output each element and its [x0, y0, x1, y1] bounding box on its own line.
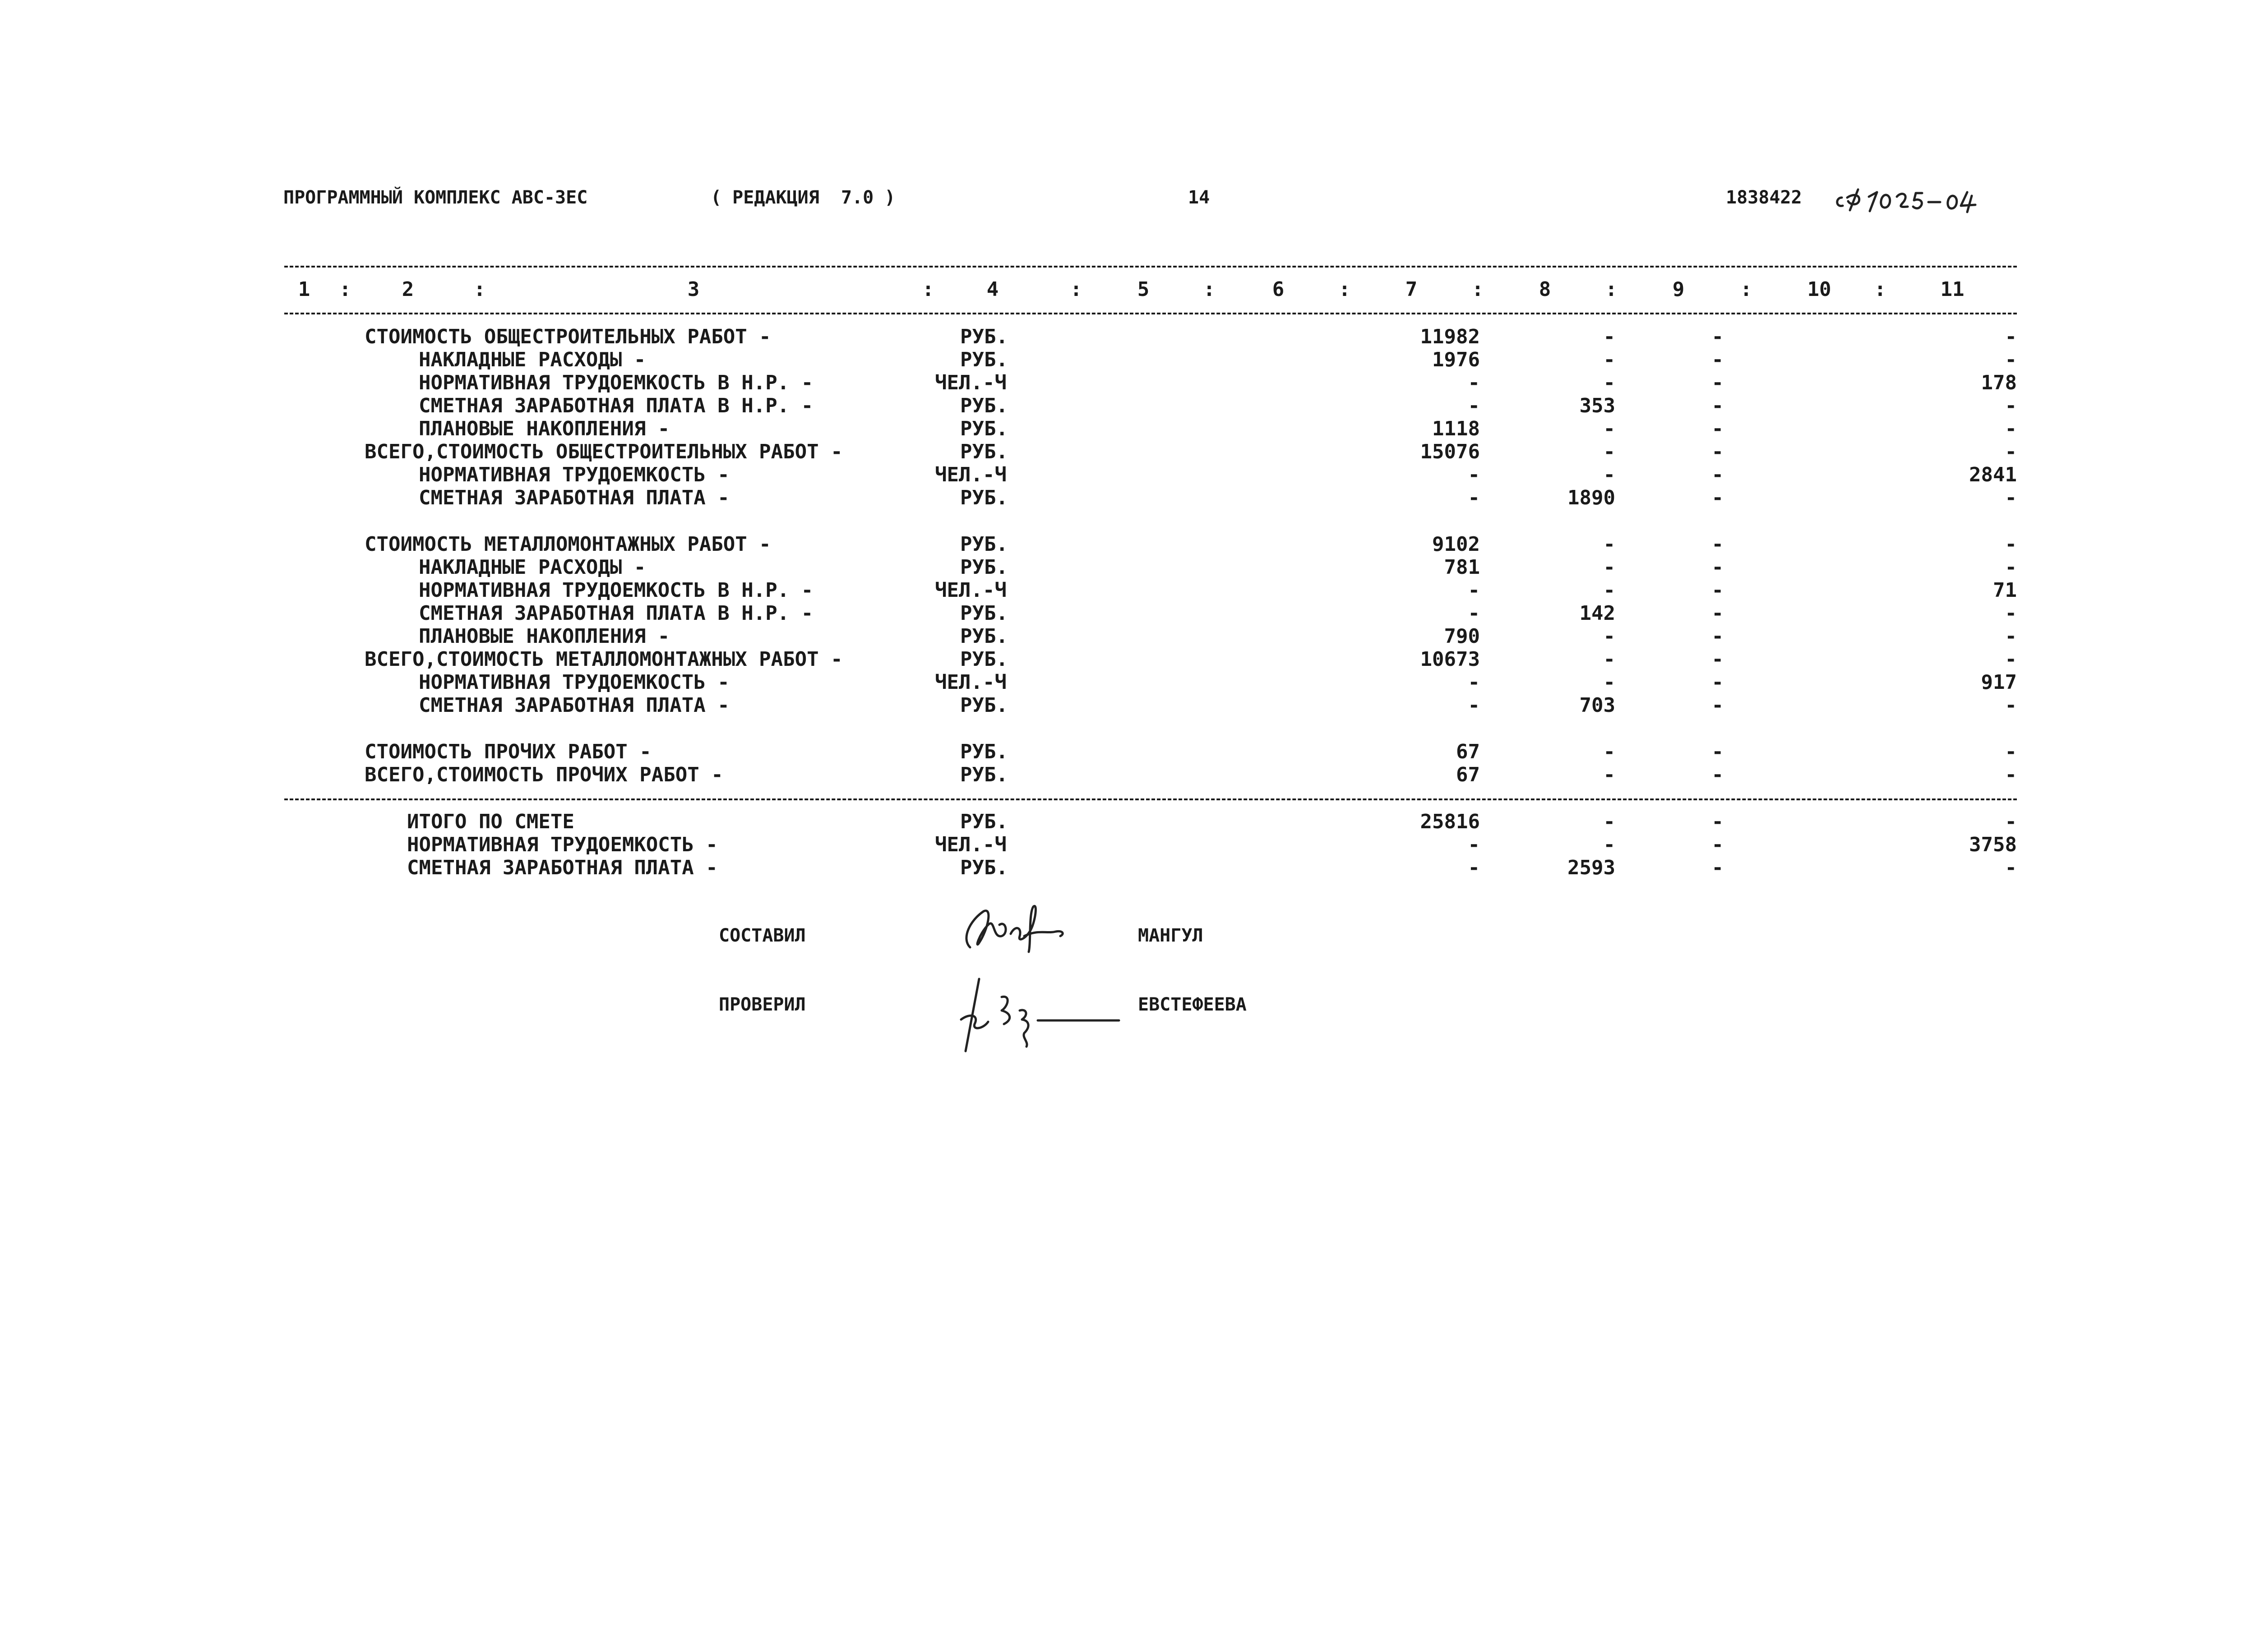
row-col7: 790	[1444, 625, 1480, 648]
row-label: НОРМАТИВНАЯ ТРУДОЕМКОСТЬ В Н.Р. -	[419, 371, 814, 394]
row-label: СТОИМОСТЬ МЕТАЛЛОМОНТАЖНЫХ РАБОТ -	[365, 533, 771, 556]
column-header-10: 10	[1807, 278, 1831, 301]
table-top-rule	[284, 266, 2017, 268]
row-col11: -	[2005, 348, 2017, 371]
signature-checked	[948, 970, 1128, 1056]
checked-name: ЕВСТЕФЕЕВА	[1138, 994, 1247, 1015]
row-col9: -	[1711, 556, 1724, 579]
totals-col8: 2593	[1567, 856, 1615, 879]
row-col7: -	[1468, 671, 1480, 694]
row-unit: РУБ.	[960, 417, 1008, 440]
row-unit: РУБ.	[960, 486, 1008, 509]
totals-col11: -	[2005, 810, 2017, 833]
row-label: ВСЕГО,СТОИМОСТЬ ПРОЧИХ РАБОТ -	[365, 763, 723, 786]
row-col8: -	[1603, 417, 1615, 440]
row-col9: -	[1711, 740, 1724, 763]
column-header-6: 6	[1272, 278, 1285, 301]
totals-col7: -	[1468, 833, 1480, 856]
row-col9: -	[1711, 417, 1724, 440]
row-col9: -	[1711, 671, 1724, 694]
row-label: НОРМАТИВНАЯ ТРУДОЕМКОСТЬ -	[419, 671, 730, 694]
row-col11: -	[2005, 533, 2017, 556]
row-col8: 703	[1579, 694, 1615, 717]
row-unit: РУБ.	[960, 625, 1008, 648]
column-header-7: 7	[1405, 278, 1418, 301]
column-separator: :	[1605, 278, 1618, 301]
totals-col9: -	[1711, 856, 1724, 879]
row-col11: 917	[1981, 671, 2017, 694]
compiled-label: СОСТАВИЛ	[719, 925, 806, 946]
row-col8: 353	[1579, 394, 1615, 417]
column-header-5: 5	[1137, 278, 1150, 301]
row-col8: 142	[1579, 602, 1615, 625]
totals-col7: -	[1468, 856, 1480, 879]
row-col8: -	[1603, 348, 1615, 371]
column-header-9: 9	[1672, 278, 1685, 301]
row-col11: -	[2005, 602, 2017, 625]
row-col11: -	[2005, 440, 2017, 463]
row-col7: 11982	[1420, 325, 1480, 348]
row-unit: ЧЕЛ.-Ч	[935, 371, 1007, 394]
column-header-rule	[284, 313, 2017, 314]
column-separator: :	[1338, 278, 1351, 301]
row-col8: -	[1603, 463, 1615, 486]
row-unit: РУБ.	[960, 394, 1008, 417]
row-label: НОРМАТИВНАЯ ТРУДОЕМКОСТЬ -	[419, 463, 730, 486]
column-header-8: 8	[1539, 278, 1551, 301]
row-col8: -	[1603, 533, 1615, 556]
totals-col11: 3758	[1969, 833, 2017, 856]
column-separator: :	[922, 278, 934, 301]
row-label: СМЕТНАЯ ЗАРАБОТНАЯ ПЛАТА В Н.Р. -	[419, 602, 814, 625]
row-col8: -	[1603, 740, 1615, 763]
row-col9: -	[1711, 648, 1724, 671]
row-col8: -	[1603, 625, 1615, 648]
row-label: СТОИМОСТЬ ОБЩЕСТРОИТЕЛЬНЫХ РАБОТ -	[365, 325, 771, 348]
row-unit: РУБ.	[960, 556, 1008, 579]
row-label: ПЛАНОВЫЕ НАКОПЛЕНИЯ -	[419, 625, 670, 648]
totals-unit: ЧЕЛ.-Ч	[935, 833, 1007, 856]
row-col8: -	[1603, 371, 1615, 394]
column-header-4: 4	[986, 278, 999, 301]
totals-col11: -	[2005, 856, 2017, 879]
totals-col8: -	[1603, 833, 1615, 856]
row-label: СМЕТНАЯ ЗАРАБОТНАЯ ПЛАТА -	[419, 486, 730, 509]
handwritten-code-glyphs	[1832, 180, 2003, 216]
column-separator: :	[1740, 278, 1752, 301]
totals-col7: 25816	[1420, 810, 1480, 833]
column-separator: :	[1471, 278, 1484, 301]
column-header-3: 3	[687, 278, 700, 301]
row-unit: ЧЕЛ.-Ч	[935, 463, 1007, 486]
row-col7: -	[1468, 602, 1480, 625]
row-col7: 67	[1456, 763, 1480, 786]
row-col9: -	[1711, 394, 1724, 417]
row-col9: -	[1711, 440, 1724, 463]
row-unit: РУБ.	[960, 694, 1008, 717]
row-col7: 1976	[1432, 348, 1480, 371]
column-separator: :	[339, 278, 351, 301]
row-col7: -	[1468, 463, 1480, 486]
row-col11: 71	[1993, 579, 2017, 602]
program-title: ПРОГРАММНЫЙ КОМПЛЕКС АВС-3ЕС	[283, 187, 588, 208]
row-label: ПЛАНОВЫЕ НАКОПЛЕНИЯ -	[419, 417, 670, 440]
row-col8: -	[1603, 579, 1615, 602]
row-col7: 10673	[1420, 648, 1480, 671]
row-label: НАКЛАДНЫЕ РАСХОДЫ -	[419, 556, 646, 579]
totals-col9: -	[1711, 810, 1724, 833]
totals-label: ИТОГО ПО СМЕТЕ	[407, 810, 574, 833]
compiled-name: МАНГУЛ	[1138, 925, 1203, 946]
row-col9: -	[1711, 602, 1724, 625]
row-unit: РУБ.	[960, 740, 1008, 763]
document-code: 1838422	[1726, 187, 1802, 208]
row-label: ВСЕГО,СТОИМОСТЬ ОБЩЕСТРОИТЕЛЬНЫХ РАБОТ -	[365, 440, 843, 463]
column-separator: :	[1203, 278, 1216, 301]
row-unit: ЧЕЛ.-Ч	[935, 671, 1007, 694]
row-col7: 67	[1456, 740, 1480, 763]
totals-label: НОРМАТИВНАЯ ТРУДОЕМКОСТЬ -	[407, 833, 718, 856]
row-col9: -	[1711, 763, 1724, 786]
row-col7: -	[1468, 694, 1480, 717]
row-label: СТОИМОСТЬ ПРОЧИХ РАБОТ -	[365, 740, 652, 763]
row-col9: -	[1711, 533, 1724, 556]
row-unit: РУБ.	[960, 602, 1008, 625]
checked-label: ПРОВЕРИЛ	[719, 994, 806, 1015]
row-col8: 1890	[1567, 486, 1615, 509]
column-header-11: 11	[1940, 278, 1965, 301]
row-col7: 15076	[1420, 440, 1480, 463]
handwritten-code	[1832, 180, 2003, 221]
row-unit: РУБ.	[960, 325, 1008, 348]
row-unit: РУБ.	[960, 348, 1008, 371]
row-col11: -	[2005, 486, 2017, 509]
row-col9: -	[1711, 325, 1724, 348]
column-separator: :	[473, 278, 486, 301]
row-col11: -	[2005, 648, 2017, 671]
totals-col9: -	[1711, 833, 1724, 856]
row-col11: -	[2005, 625, 2017, 648]
row-col9: -	[1711, 371, 1724, 394]
row-unit: РУБ.	[960, 763, 1008, 786]
totals-label: СМЕТНАЯ ЗАРАБОТНАЯ ПЛАТА -	[407, 856, 718, 879]
totals-unit: РУБ.	[960, 856, 1008, 879]
row-col8: -	[1603, 325, 1615, 348]
totals-col8: -	[1603, 810, 1615, 833]
row-col7: -	[1468, 486, 1480, 509]
row-col9: -	[1711, 579, 1724, 602]
row-unit: РУБ.	[960, 533, 1008, 556]
row-col8: -	[1603, 440, 1615, 463]
row-unit: РУБ.	[960, 440, 1008, 463]
row-col9: -	[1711, 694, 1724, 717]
row-col11: -	[2005, 740, 2017, 763]
row-col7: 9102	[1432, 533, 1480, 556]
column-separator: :	[1874, 278, 1886, 301]
row-col11: -	[2005, 694, 2017, 717]
row-col8: -	[1603, 648, 1615, 671]
totals-rule	[284, 798, 2017, 800]
row-col7: -	[1468, 371, 1480, 394]
row-col8: -	[1603, 671, 1615, 694]
row-unit: ЧЕЛ.-Ч	[935, 579, 1007, 602]
row-col7: 781	[1444, 556, 1480, 579]
row-col11: -	[2005, 417, 2017, 440]
row-col11: -	[2005, 763, 2017, 786]
row-col11: 2841	[1969, 463, 2017, 486]
row-col11: -	[2005, 556, 2017, 579]
row-label: НАКЛАДНЫЕ РАСХОДЫ -	[419, 348, 646, 371]
row-col11: -	[2005, 394, 2017, 417]
row-label: ВСЕГО,СТОИМОСТЬ МЕТАЛЛОМОНТАЖНЫХ РАБОТ -	[365, 648, 843, 671]
row-col7: -	[1468, 579, 1480, 602]
row-label: СМЕТНАЯ ЗАРАБОТНАЯ ПЛАТА -	[419, 694, 730, 717]
row-col9: -	[1711, 486, 1724, 509]
row-unit: РУБ.	[960, 648, 1008, 671]
column-separator: :	[1070, 278, 1082, 301]
edition-label: ( РЕДАКЦИЯ 7.0 )	[711, 187, 896, 208]
page-number: 14	[1188, 187, 1210, 208]
row-col7: -	[1468, 394, 1480, 417]
row-label: СМЕТНАЯ ЗАРАБОТНАЯ ПЛАТА В Н.Р. -	[419, 394, 814, 417]
row-col11: 178	[1981, 371, 2017, 394]
row-col9: -	[1711, 625, 1724, 648]
totals-unit: РУБ.	[960, 810, 1008, 833]
row-col9: -	[1711, 348, 1724, 371]
row-col8: -	[1603, 556, 1615, 579]
signature-compiled	[952, 893, 1087, 965]
column-header-1: 1	[298, 278, 310, 301]
column-header-2: 2	[402, 278, 414, 301]
row-label: НОРМАТИВНАЯ ТРУДОЕМКОСТЬ В Н.Р. -	[419, 579, 814, 602]
row-col9: -	[1711, 463, 1724, 486]
row-col8: -	[1603, 763, 1615, 786]
row-col7: 1118	[1432, 417, 1480, 440]
row-col11: -	[2005, 325, 2017, 348]
